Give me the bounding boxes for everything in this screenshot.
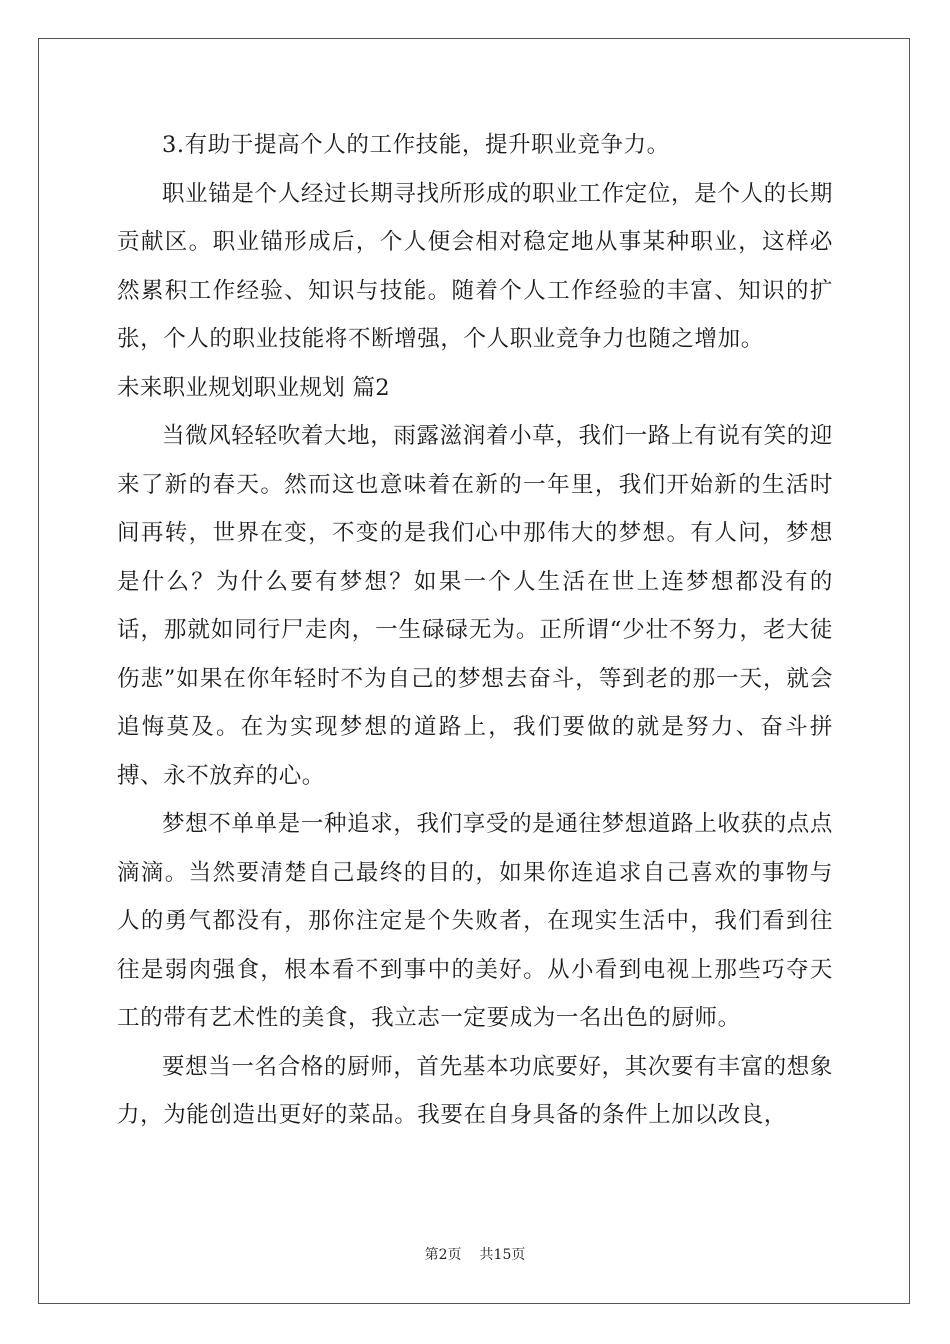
paragraph: 梦想不单单是一种追求，我们享受的是通往梦想道路上收获的点点滴滴。当然要清楚自己最终的目的，如果你连追求自己喜欢的事物与人的勇气都没有，那你注定是个失败者，在现实生活中，我们看到往往是弱肉强食，根本看不到事中的美好。从小看到电视上那些巧夺天工的带有艺术性的美食，我立志一定要成为一名出色的厨师。 <box>117 811 833 1031</box>
page-footer <box>0 1245 950 1265</box>
paragraph: 职业锚是个人经过长期寻找所形成的职业工作定位，是个人的长期贡献区。职业锚形成后，个人便会相对稳定地从事某种职业，这样必然累积工作经验、知识与技能。随着个人工作经验的丰富、知识的扩张，个人的职业技能将不断增强，个人职业竞争力也随之增加。 <box>117 180 833 352</box>
paragraph: 要想当一名合格的厨师，首先基本功底要好，其次要有丰富的想象力，为能创造出更好的菜品。我要在自身具备的条件上加以改良， <box>117 1053 833 1128</box>
current-page-number: 第2页 <box>424 1247 462 1263</box>
document-body <box>117 121 833 1140</box>
paragraph: 当微风轻轻吹着大地，雨露滋润着小草，我们一路上有说有笑的迎来了新的春天。然而这也意味着在新的一年里，我们开始新的生活时间再转，世界在变，不变的是我们心中那伟大的梦想。有人问，梦想是什么？为什么要有梦想？如果一个人生活在世上连梦想都没有的话，那就如同行尸走肉，一生碌碌无为。正所谓“少壮不努力，老大徒伤悲”如果在你年轻时不为自己的梦想去奋斗，等到老的那一天，就会追悔莫及。在为实现梦想的道路上，我们要做的就是努力、奋斗拼搏、永不放弃的心。 <box>117 423 833 789</box>
total-page-count: 共15页 <box>479 1247 526 1263</box>
paragraph: 3.有助于提高个人的工作技能，提升职业竞争力。 <box>162 132 670 158</box>
section-heading: 未来职业规划职业规划 篇2 <box>117 374 390 401</box>
